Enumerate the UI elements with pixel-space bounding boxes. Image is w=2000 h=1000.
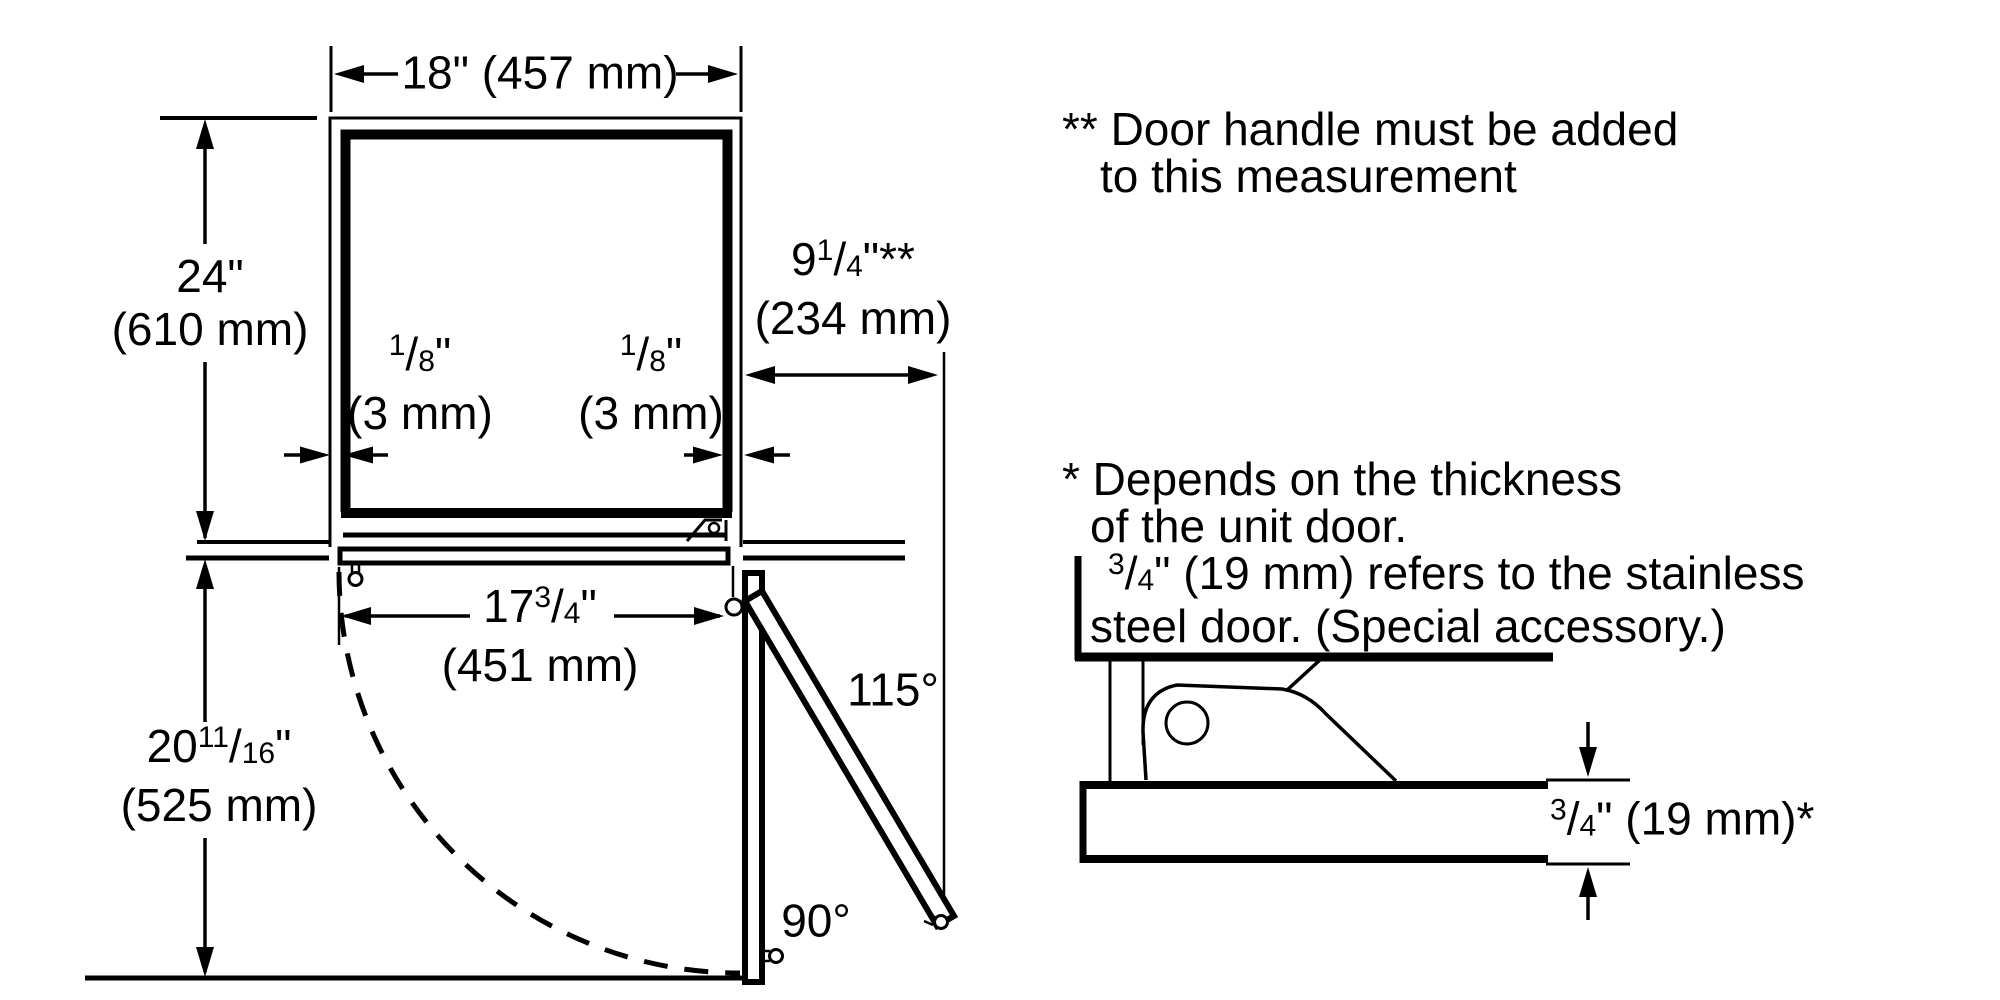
door-115-handle-pin	[935, 916, 948, 929]
dim-height-lower-label	[121, 720, 318, 832]
dim-width-label: 18" (457 mm)	[401, 46, 679, 99]
angle-right-open-label: 90°	[781, 894, 851, 947]
dim-door-width-metric: (451 mm)	[441, 639, 639, 691]
dim-gap-right-metric: (3 mm)	[578, 387, 724, 439]
dim-door-thickness-label: $^3$/4" (19 mm)*	[1550, 792, 1815, 845]
dim-height-upper-imperial: 24"	[176, 250, 244, 302]
note-door-thickness-line4: steel door. (Special accessory.)	[1090, 600, 1726, 652]
section-hinge-link	[1286, 659, 1321, 691]
dim-gap-right-graphics	[684, 447, 790, 464]
dim-door-width-label	[442, 580, 639, 692]
dim-gap-right-imperial: $^1$/8"	[619, 328, 683, 380]
dim-gap-left-imperial: $^1$/8"	[388, 328, 452, 380]
section-hinge-pivot	[1166, 702, 1208, 744]
dim-gap-left-metric: (3 mm)	[347, 387, 493, 439]
note-door-handle-line2: to this measurement	[1100, 150, 1517, 202]
note-door-handle-line1: ** Door handle must be added	[1062, 103, 1679, 155]
dim-door-width-imperial: 17$^3$/4"	[483, 580, 597, 632]
door-90-handle-pin	[770, 950, 783, 963]
dim-door-projection-imperial: 9$^1$/4"**	[791, 233, 915, 285]
dim-height-lower-imperial: 20$^{11}$/16"	[146, 720, 292, 772]
door-open-115	[745, 591, 954, 929]
dim-door-projection-label	[755, 233, 952, 345]
door-hinge-pin	[726, 599, 742, 615]
angle-max-open-label: 115°	[847, 663, 939, 716]
note-door-thickness-line2: of the unit door.	[1090, 500, 1408, 552]
hinge-pin-plan	[709, 523, 719, 533]
note-door-handle	[1062, 103, 1679, 202]
closed-door-top-view	[340, 549, 728, 563]
door-left-pivot-pin	[349, 564, 362, 586]
dim-height-upper-label	[112, 250, 309, 356]
front-view	[85, 46, 954, 982]
dim-gap-left-graphics	[284, 447, 388, 464]
hinge-detail-plan	[687, 520, 726, 541]
dim-gap-right-label	[578, 328, 724, 440]
note-door-thickness-line3: $^3$/4" (19 mm) refers to the stainless	[1108, 547, 1805, 599]
dim-height-lower-metric: (525 mm)	[120, 779, 318, 831]
dim-door-projection-metric: (234 mm)	[754, 292, 952, 344]
arrowhead-right	[708, 65, 738, 83]
note-door-thickness	[1062, 453, 1805, 652]
dim-height-upper-metric: (610 mm)	[111, 303, 309, 355]
arrowhead-left	[334, 65, 364, 83]
niche-inner-wall	[346, 135, 728, 513]
dim-gap-left-label	[347, 328, 493, 440]
note-door-thickness-line1: * Depends on the thickness	[1062, 453, 1623, 505]
